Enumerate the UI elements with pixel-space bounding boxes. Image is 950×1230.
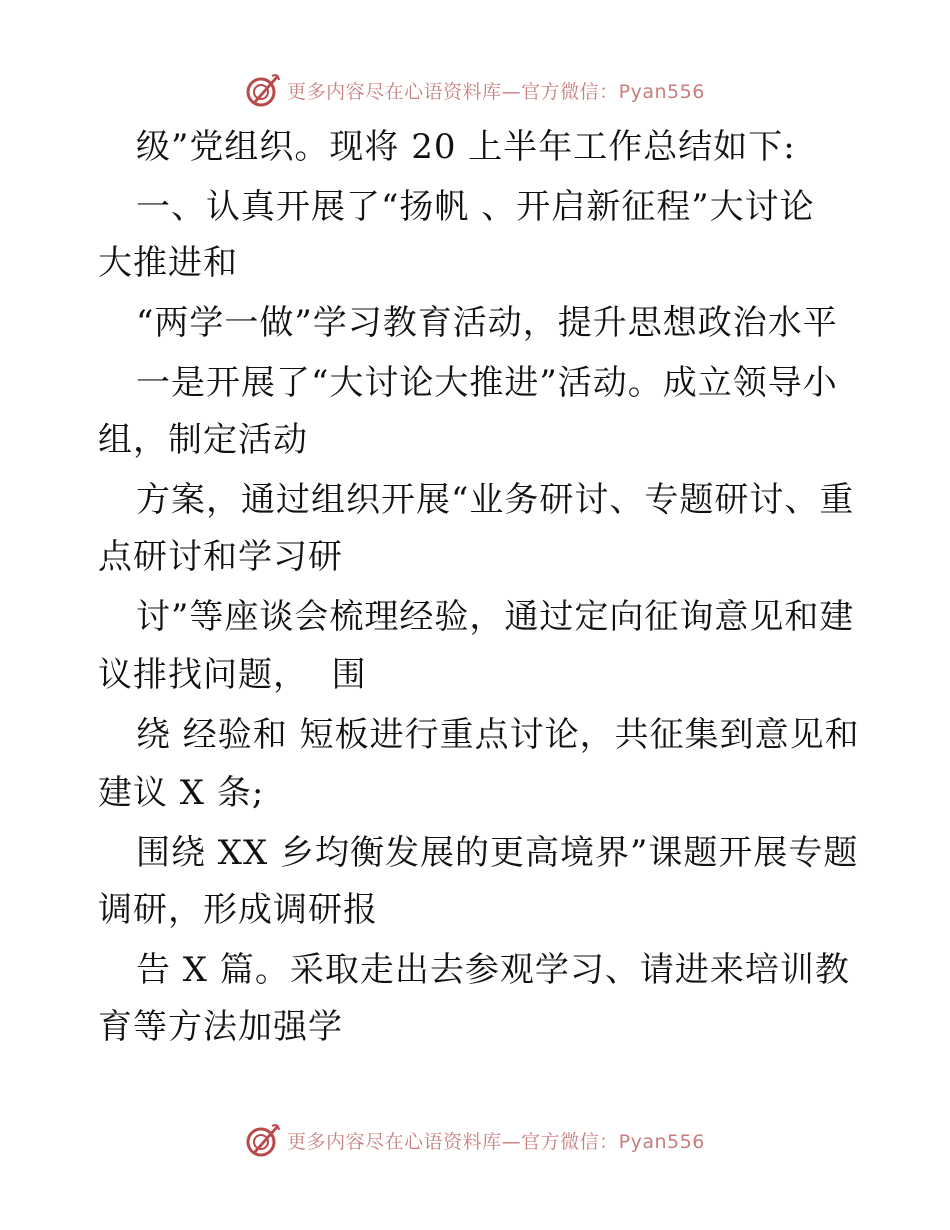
text-line: 大推进和 (98, 243, 238, 283)
text-line: 一、认真开展了“扬帆 、开启新征程”大讨论 (136, 187, 815, 227)
watermark-text: 更多内容尽在心语资料库—官方微信：Pyan556 (287, 1130, 705, 1153)
text-line: 方案，通过组织开展“业务研讨、专题研讨、重 (136, 480, 855, 520)
text-line: 调研，形成调研报 (98, 890, 378, 930)
text-line: 点研讨和学习研 (98, 537, 343, 577)
text-line: 一是开展了“大讨论大推进”活动。成立领导小 (136, 363, 838, 403)
text-line: 绕 经验和 短板进行重点讨论，共征集到意见和 (136, 715, 860, 755)
header-watermark (0, 70, 950, 110)
text-line: 议排找问题， 围 (98, 655, 367, 695)
text-line: 围绕 XX 乡均衡发展的更高境界”课题开展专题 (136, 833, 859, 873)
text-line: “两学一做”学习教育活动，提升思想政治水平 (136, 303, 838, 343)
text-line: 级”党组织。现将 20 上半年工作总结如下: (136, 127, 796, 167)
text-line: 告 X 篇。采取走出去参观学习、请进来培训教 (136, 950, 850, 990)
text-line: 讨”等座谈会梳理经验，通过定向征询意见和建 (136, 597, 855, 637)
quill-seal-logo-icon (245, 72, 281, 108)
footer-watermark (0, 1120, 950, 1160)
text-line: 育等方法加强学 (98, 1007, 343, 1047)
text-line: 组，制定活动 (98, 420, 308, 460)
quill-seal-logo-icon (245, 1122, 281, 1158)
text-line: 建议 X 条; (98, 773, 265, 813)
watermark-text: 更多内容尽在心语资料库—官方微信：Pyan556 (287, 80, 705, 103)
